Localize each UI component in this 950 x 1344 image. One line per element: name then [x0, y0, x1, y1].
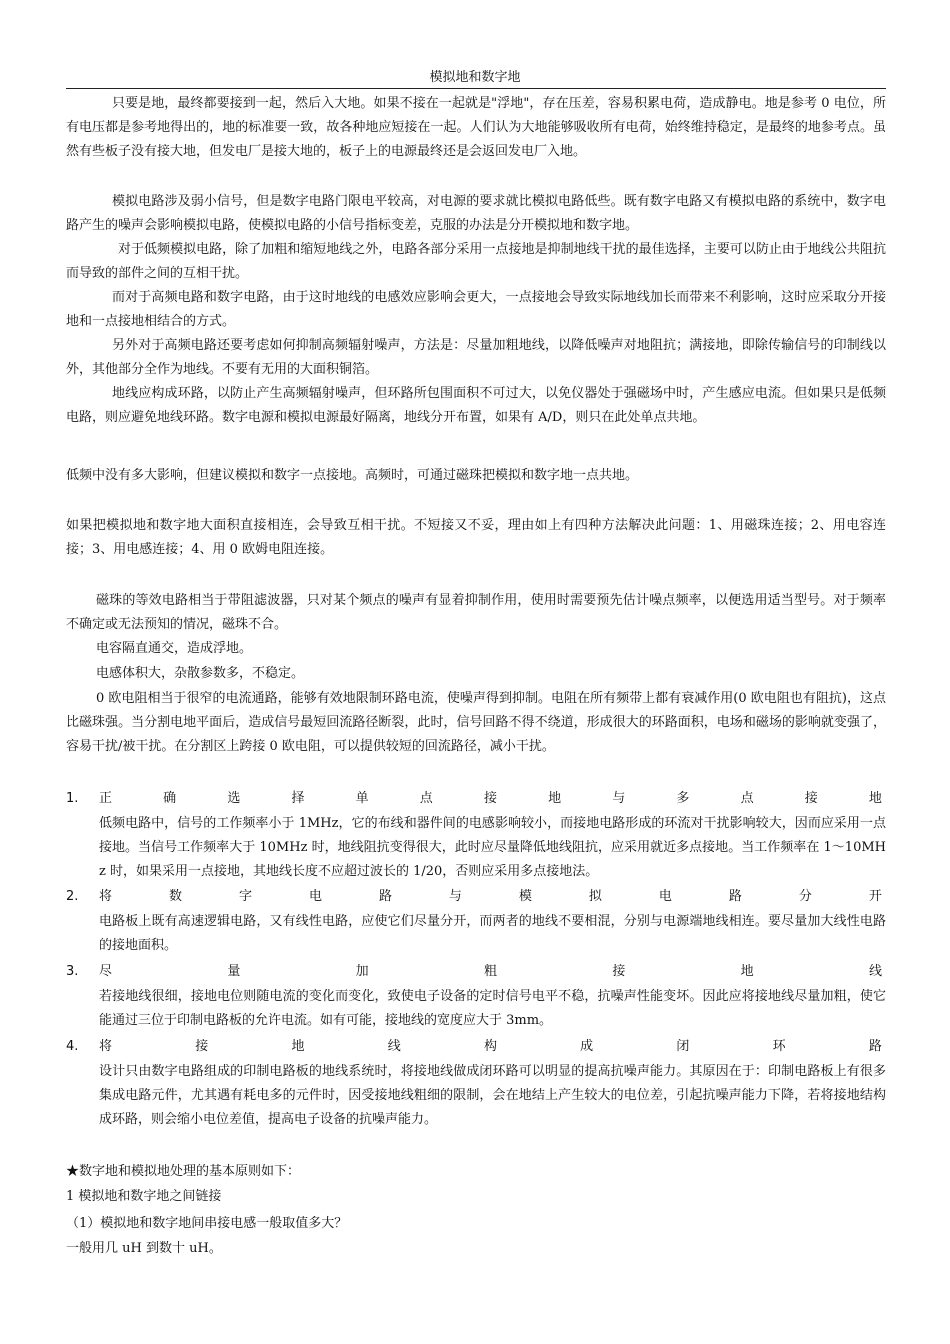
list-item-number: 3. — [66, 964, 79, 979]
title-char: 地 — [740, 964, 754, 979]
title-char: 确 — [163, 791, 177, 806]
title-char: 接 — [804, 791, 818, 806]
paragraph-inductor: 电感体积大，杂散参数多，不稳定。 — [96, 666, 305, 681]
section-heading: 1 模拟地和数字地之间链接 — [66, 1189, 222, 1204]
paragraph-ferrite-bead: 磁珠的等效电路相当于带阻滤波器，只对某个频点的噪声有显着抑制作用，使用时需要预先估计噪点频率，以便选用适当型号。对于频率不确定或无法预知的情况，磁珠不合。 — [66, 593, 886, 632]
title-char: 接 — [612, 964, 626, 979]
title-char: 环 — [772, 1039, 786, 1054]
page-header-title: 模拟地和数字地 — [429, 70, 521, 85]
title-char: 线 — [387, 1039, 401, 1054]
list-item-body: 低频电路中，信号的工作频率小于 1MHz，它的布线和器件间的电感影响较小，而接地电路形成的环流对干扰影响较大，因而应采用一点接地。当信号工作频率大于 10MHz 时，地线阻抗变得很大，此时应尽量降低地线阻抗，应采用就近多点接地。当工作频率在 1～10MHz 时，如果采用一点接地，其地线长度不应超过波长的 1/20，否则应采用多点接地法。 — [99, 816, 886, 879]
title-char: 接 — [195, 1039, 209, 1054]
answer-line: 一般用几 uH 到数十 uH。 — [66, 1241, 222, 1256]
title-char: 地 — [548, 791, 562, 806]
title-char: 路 — [378, 889, 392, 904]
list-item-body: 设计只由数字电路组成的印制电路板的地线系统时，将接地线做成闭环路可以明显的提高抗噪声能力。其原因在于：印制电路板上有很多集成电路元件，尤其遇有耗电多的元件时，因受接地线粗细的限制，会在地结上产生较大的电位差，引起抗噪声能力下降，若将接地结构成环路，则会缩小电位差值，提高电子设备的抗噪声能力。 — [99, 1064, 886, 1127]
title-char: 构 — [483, 1039, 497, 1054]
header-rule — [66, 88, 886, 89]
list-item-body: 若接地线很细，接地电位则随电流的变化而变化，致使电子设备的定时信号电平不稳，抗噪声性能变坏。因此应将接地线尽量加粗，使它能通过三位于印制电路板的允许电流。如有可能，接地线的宽度应大于 3mm。 — [99, 989, 886, 1028]
list-item-number: 4. — [66, 1039, 79, 1054]
principles-heading: ★数字地和模拟地处理的基本原则如下： — [66, 1164, 301, 1179]
paragraph-radiation-noise: 另外对于高频电路还要考虑如何抑制高频辐射噪声，方法是：尽量加粗地线，以降低噪声对地阻抗；满接地，即除传输信号的印制线以外，其他部分全作为地线。不要有无用的大面积铜箔。 — [66, 338, 886, 377]
list-item-title — [99, 960, 882, 984]
title-char: 量 — [227, 964, 241, 979]
paragraph-ground-loop: 地线应构成环路，以防止产生高频辐射噪声，但环路所包围面积不可过大，以免仪器处于强磁场中时，产生感应电流。但如果只是低频电路，则应避免地线环路。数字电源和模拟电源最好隔离，地线分开布置，如果有 A/D，则只在此处单点共地。 — [66, 386, 886, 425]
title-char: 地 — [868, 791, 882, 806]
title-char: 拟 — [588, 889, 602, 904]
title-char: 将 — [99, 889, 113, 904]
title-char: 加 — [355, 964, 369, 979]
title-char: 路 — [728, 889, 742, 904]
list-item-body: 电路板上既有高速逻辑电路，又有线性电路，应使它们尽量分开，而两者的地线不要相混，分别与电源端地线相连。要尽量加大线性电路的接地面积。 — [99, 914, 886, 953]
title-char: 选 — [227, 791, 241, 806]
title-char: 线 — [868, 964, 882, 979]
paragraph-four-methods: 如果把模拟地和数字地大面积直接相连，会导致互相干扰。不短接又不妥，理由如上有四种方法解决此问题：1、用磁珠连接；2、用电容连接；3、用电感连接；4、用 0 欧姆电阻连接。 — [66, 518, 886, 557]
title-char: 字 — [238, 889, 252, 904]
title-char: 尽 — [99, 964, 113, 979]
title-char: 与 — [448, 889, 462, 904]
title-char: 单 — [355, 791, 369, 806]
title-char: 地 — [291, 1039, 305, 1054]
title-char: 模 — [518, 889, 532, 904]
paragraph-low-frequency: 对于低频模拟电路，除了加粗和缩短地线之外，电路各部分采用一点接地是抑制地线干扰的最佳选择，主要可以防止由于地线公共阻抗而导致的部件之间的互相干扰。 — [66, 242, 886, 281]
paragraph-zero-ohm-resistor: 0 欧电阻相当于很窄的电流通路，能够有效地限制环路电流，使噪声得到抑制。电阻在所有频带上都有衰减作用(0 欧电阻也有阻抗)，这点比磁珠强。当分割电地平面后，造成信号最短回流路径断裂，此时，信号回路不得不绕道，形成很大的环路面积，电场和磁场的影响就变强了，容易干扰/被干扰。在分割区上跨接 0 欧电阻，可以提供较短的回流路径，减小干扰。 — [66, 691, 886, 754]
title-char: 点 — [740, 791, 754, 806]
title-char: 择 — [291, 791, 305, 806]
paragraph-ground-reference: 只要是地，最终都要接到一起，然后入大地。如果不接在一起就是"浮地"，存在压差，容易积累电荷，造成静电。地是参考 0 电位，所有电压都是参考地得出的，地的标准要一致，故各种地应短接在一起。人们认为大地能够吸收所有电荷，始终维持稳定，是最终的地参考点。虽然有些板子没有接大地，但发电厂是接大地的，板子上的电源最终还是会返回发电厂入地。 — [66, 96, 886, 159]
title-char: 开 — [868, 889, 882, 904]
title-char: 数 — [168, 889, 182, 904]
title-char: 闭 — [676, 1039, 690, 1054]
title-char: 将 — [99, 1039, 113, 1054]
question-line: （1）模拟地和数字地间串接电感一般取值多大？ — [66, 1216, 348, 1231]
title-char: 电 — [658, 889, 672, 904]
list-item-title — [99, 787, 882, 811]
paragraph-single-point: 低频中没有多大影响，但建议模拟和数字一点接地。高频时，可通过磁珠把模拟和数字地一点共地。 — [66, 468, 639, 483]
title-char: 路 — [868, 1039, 882, 1054]
title-char: 正 — [99, 791, 113, 806]
list-item-title — [99, 1035, 882, 1059]
list-item-number: 2. — [66, 889, 79, 904]
title-char: 粗 — [483, 964, 497, 979]
list-item-title — [99, 885, 882, 909]
title-char: 接 — [483, 791, 497, 806]
title-char: 分 — [798, 889, 812, 904]
list-item-number: 1. — [66, 791, 79, 806]
title-char: 电 — [308, 889, 322, 904]
title-char: 与 — [612, 791, 626, 806]
paragraph-high-frequency: 而对于高频电路和数字电路，由于这时地线的电感效应影响会更大，一点接地会导致实际地线加长而带来不利影响，这时应采取分开接地和一点接地相结合的方式。 — [66, 290, 886, 329]
paragraph-analog-digital-noise: 模拟电路涉及弱小信号，但是数字电路门限电平较高，对电源的要求就比模拟电路低些。既有数字电路又有模拟电路的系统中，数字电路产生的噪声会影响模拟电路，使模拟电路的小信号指标变差，克服的办法是分开模拟地和数字地。 — [66, 194, 886, 233]
title-char: 多 — [676, 791, 690, 806]
title-char: 成 — [580, 1039, 594, 1054]
title-char: 点 — [419, 791, 433, 806]
paragraph-capacitor: 电容隔直通交，造成浮地。 — [96, 641, 253, 656]
